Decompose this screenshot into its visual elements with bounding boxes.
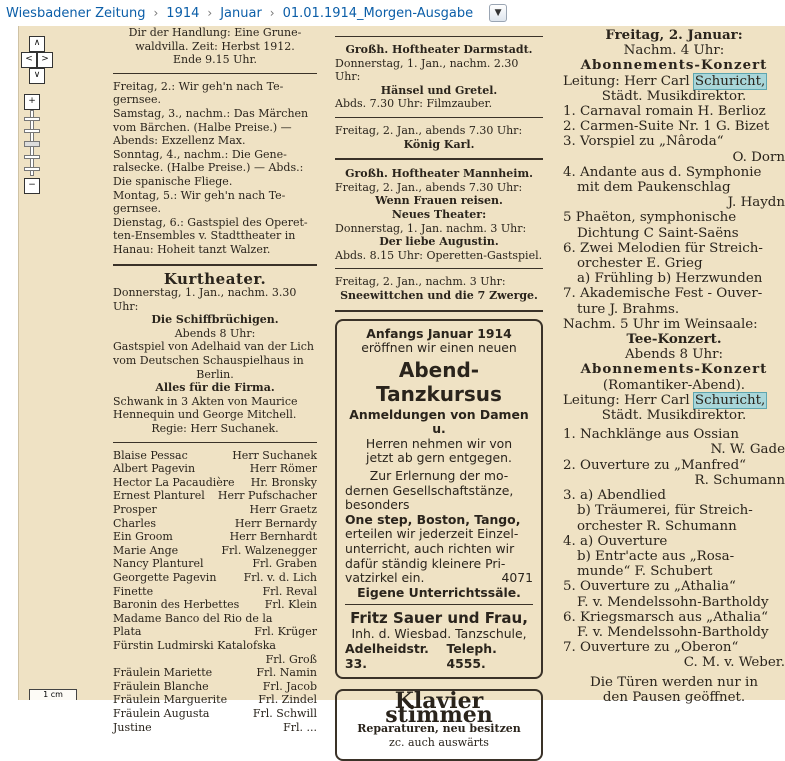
cast-actor: Frl. Zindel <box>258 693 317 707</box>
text-line: vom Bärchen. (Halbe Preise.) — <box>113 120 292 134</box>
breadcrumb-month[interactable]: Januar <box>220 5 262 21</box>
text-line: Hanau: Hoheit tanzt Walzer. <box>113 242 271 256</box>
text-line: One step, Boston, Tango, <box>345 511 521 527</box>
cast-actor: Frl. Groß <box>265 652 317 666</box>
text-line: König Karl. <box>403 137 475 151</box>
cast-actor: Frl. Jacob <box>262 679 317 693</box>
cast-actor: Herr Bernhardt <box>229 530 317 544</box>
cast-row <box>113 503 317 517</box>
cast-row <box>113 653 317 667</box>
zoom-out-button[interactable]: − <box>24 178 40 194</box>
text-line: Städt. Musikdirektor. <box>601 88 747 104</box>
cast-row <box>113 680 317 694</box>
zoom-slider[interactable] <box>30 110 34 176</box>
cast-role: Nancy Planturel <box>113 557 204 571</box>
text-line <box>345 571 533 586</box>
text-line: Die Türen werden nur in <box>590 674 758 690</box>
text-line: Montag, 5.: Wir geh'n nach Te- <box>113 188 286 202</box>
cast-actor: Herr Römer <box>249 462 317 476</box>
zoom-level-tick[interactable] <box>24 155 40 159</box>
cast-actor: Frl. Reval <box>262 584 317 598</box>
ad-number: 4071 <box>501 570 533 586</box>
breadcrumb-separator: › <box>207 6 213 20</box>
text-line: Reparaturen, neu besitzen <box>357 722 521 736</box>
scale-bar: 1 cm <box>29 689 77 700</box>
cast-role: Marie Ange <box>113 543 179 557</box>
text-line: Fritz Sauer und Frau, <box>350 609 528 628</box>
text-line: Alles für die Firma. <box>155 381 275 395</box>
text-line: besonders <box>345 497 410 513</box>
cast-list <box>113 449 317 734</box>
newspaper-page <box>19 26 785 749</box>
text-line: 2. Ouverture zu „Manfred“ <box>563 457 747 473</box>
cast-actor: Frl. Klein <box>264 598 317 612</box>
cast-actor: Frl. Graben <box>252 557 317 571</box>
text-line: Abends: Exzellenz Max. <box>113 134 246 148</box>
zoom-level-tick[interactable] <box>24 117 40 121</box>
text-line: (Romantiker-Abend). <box>602 377 746 393</box>
text-line: a) Frühling b) Herzwunden <box>577 271 763 287</box>
text-line: Die Schiffbrüchigen. <box>151 313 279 327</box>
text-line: 2. Carmen-Suite Nr. 1 G. Bizet <box>563 119 770 135</box>
text-line: Eigene Unterrichtssäle. <box>357 584 521 600</box>
cast-actor: Frl. Walzenegger <box>221 543 317 557</box>
cast-actor: Frl. v. d. Lich <box>243 570 317 584</box>
ad-heading: Abend-Tanzkursus <box>376 357 502 406</box>
cast-role: Ein Groom <box>113 530 173 544</box>
text-line: C. M. v. Weber. <box>683 655 785 671</box>
zoom-slider-handle[interactable] <box>24 141 40 147</box>
text-line: munde“ F. Schubert <box>577 564 713 580</box>
text-line: Abds. 7.30 Uhr: Filmzauber. <box>335 97 493 111</box>
text-line: R. Schumann <box>694 472 785 488</box>
pan-down-button[interactable]: ∨ <box>29 68 45 84</box>
text-line: dernen Gesellschaftstänze, <box>345 482 514 498</box>
cast-row <box>113 476 317 490</box>
breadcrumb-year[interactable]: 1914 <box>166 5 200 21</box>
cast-role: Plata <box>113 625 142 639</box>
breadcrumb-separator: › <box>153 6 159 20</box>
cast-actor: Frl. Krüger <box>254 625 317 639</box>
column-other-theaters <box>335 26 543 761</box>
ad-heading: Klavier stimmen <box>385 688 493 728</box>
text-line: Ende 9.15 Uhr. <box>172 53 258 67</box>
pan-left-button[interactable]: < <box>21 52 37 68</box>
text-line: Abends 8 Uhr: <box>624 347 724 363</box>
text-fragment: vatzirkel ein. <box>345 570 425 586</box>
cast-role: Blaise Pessac <box>113 448 188 462</box>
section-heading: Kurtheater. <box>163 269 267 288</box>
breadcrumb-separator: › <box>269 6 275 20</box>
cast-role: Finette <box>113 584 154 598</box>
text-line: Nachm. 4 Uhr: <box>623 43 725 59</box>
text-line: 1. Carnaval romain H. Berlioz <box>563 104 766 120</box>
cast-row <box>113 598 317 612</box>
cast-row <box>113 530 317 544</box>
text-line: 3. a) Abendlied <box>563 488 666 504</box>
cast-actor: Herr Bernardy <box>234 516 317 530</box>
cast-actor: Herr Graetz <box>249 503 317 516</box>
text-line <box>563 393 785 408</box>
text-line: F. v. Mendelssohn-Bartholdy <box>577 624 769 640</box>
cast-row <box>113 585 317 599</box>
column-theater-listings <box>113 26 317 734</box>
text-line: Nachm. 5 Uhr im Weinsaale: <box>563 316 758 332</box>
cast-row <box>113 571 317 585</box>
text-line: Hennequin und George Mitchell. <box>113 408 297 422</box>
text-line: Anmeldungen von Damen u. <box>349 406 529 437</box>
text-line: jetzt ab gern entgegen. <box>366 450 512 466</box>
section-heading: Abonnements-Konzert <box>580 57 768 74</box>
text-line: Regie: Herr Suchanek. <box>151 422 279 436</box>
text-line <box>345 642 533 671</box>
cast-actor: Herr Suchanek <box>232 448 317 462</box>
text-line: 7. Ouverture zu „Oberon“ <box>563 640 739 656</box>
cast-role: Madame Banco del Rio de la <box>113 611 273 625</box>
cast-row <box>113 721 317 735</box>
cast-row <box>113 639 317 653</box>
text-line: Neues Theater: <box>391 207 487 221</box>
text-line: Donnerstag, 1. Jan., nachm. 3.30 Uhr: <box>113 286 297 313</box>
cast-role: Ernest Planturel <box>113 489 205 503</box>
cast-row <box>113 544 317 558</box>
text-line: 6. Kriegsmarsch aus „Athalia“ <box>563 609 768 625</box>
cast-actor: Hr. Bronsky <box>250 475 317 489</box>
text-line: F. v. Mendelssohn-Bartholdy <box>577 594 769 610</box>
text-line: Dichtung C Saint-Saëns <box>577 225 739 241</box>
text-line: waldvilla. Zeit: Herbst 1912. <box>135 39 295 53</box>
text-line: Hänsel und Gretel. <box>380 83 498 97</box>
text-fragment: Leitung: Herr Carl <box>563 73 690 89</box>
text-line: 3. Vorspiel zu „Nâroda“ <box>563 134 724 150</box>
cast-role: Baronin des Herbettes <box>113 598 240 612</box>
text-line: Sonntag, 4., nachm.: Die Gene- <box>113 147 287 161</box>
search-highlight[interactable]: Schuricht, <box>694 392 766 408</box>
cast-role: Fräulein Marguerite <box>113 693 228 707</box>
text-line: dafür ständig kleinere Pri- <box>345 555 506 571</box>
cast-role: Fräulein Mariette <box>113 666 213 680</box>
text-line: Zur Erlernung der mo- <box>369 468 509 484</box>
cast-row <box>113 449 317 463</box>
search-highlight[interactable]: Schuricht, <box>694 73 766 89</box>
cast-row <box>113 517 317 531</box>
section-heading: Freitag, 2. Januar: <box>605 27 743 43</box>
cast-row <box>113 557 317 571</box>
text-line: den Pausen geöffnet. <box>602 689 746 705</box>
text-line: Die spanische Fliege. <box>113 174 233 188</box>
text-line: N. W. Gade <box>710 442 785 458</box>
text-line: ture J. Brahms. <box>577 301 680 317</box>
cast-role: Justine <box>113 720 152 734</box>
cast-actor: Herr Pufschacher <box>217 489 317 503</box>
cast-role: Albert Pagevin <box>113 462 196 476</box>
text-line: Freitag, 2. Jan., nachm. 3 Uhr: <box>335 275 506 289</box>
text-line: Donnerstag, 1. Jan. nachm. 3 Uhr: <box>335 221 527 235</box>
cast-row <box>113 625 317 639</box>
column-concert-program <box>563 26 785 705</box>
text-line: 6. Zwei Melodien für Streich- <box>563 240 763 256</box>
text-line <box>563 74 785 89</box>
text-line: vom Deutschen Schauspielhaus in <box>113 354 304 368</box>
newspaper-viewer[interactable] <box>18 26 785 749</box>
text-line: orchester R. Schumann <box>577 518 737 534</box>
text-line: Berlin. <box>196 367 234 381</box>
text-line: Abds. 8.15 Uhr: Operetten-Gastspiel. <box>335 248 543 262</box>
text-line: zc. auch auswärts <box>389 735 489 749</box>
section-heading: Großh. Hoftheater Mannheim. <box>345 167 533 181</box>
text-line: 7. Akademische Fest - Ouver- <box>563 286 763 302</box>
text-line: gernsee. <box>113 93 162 107</box>
breadcrumb-newspaper[interactable]: Wiesbadener Zeitung <box>6 5 146 21</box>
zoom-level-tick[interactable] <box>24 129 40 133</box>
text-line: Anfangs Januar 1914 <box>366 325 512 341</box>
text-fragment: Adelheidstr. 33. <box>345 641 429 671</box>
cast-row <box>113 666 317 680</box>
cast-role: Fräulein Blanche <box>113 679 209 693</box>
text-line: Sneewittchen und die 7 Zwerge. <box>340 288 538 302</box>
cast-role: Charles <box>113 516 156 530</box>
text-line: Schwank in 3 Akten von Maurice <box>113 394 298 408</box>
text-line: Dienstag, 6.: Gastspiel des Operet- <box>113 215 308 229</box>
cast-actor: Frl. Namin <box>256 666 317 680</box>
text-line: 4. a) Ouverture <box>563 533 668 549</box>
text-line: ralsecke. (Halbe Preise.) — Abds.: <box>113 161 304 175</box>
text-line: 5. Ouverture zu „Athalia“ <box>563 579 736 595</box>
text-line: Herren nehmen wir von <box>365 435 513 451</box>
text-fragment: Teleph. 4555. <box>446 641 497 671</box>
text-line: 5 Phaëton, symphonische <box>563 210 737 226</box>
text-line: Dir der Handlung: Eine Grune- <box>128 26 302 39</box>
text-line: Wenn Frauen reisen. <box>375 194 503 208</box>
cast-role: Prosper <box>113 503 157 516</box>
cast-role: Fräulein Augusta <box>113 706 210 720</box>
text-line: Gastspiel von Adelhaid van der Lich <box>113 340 314 354</box>
text-line: Freitag, 2. Jan., abends 7.30 Uhr: <box>335 180 523 194</box>
text-line: Abends 8 Uhr: <box>174 326 256 340</box>
text-line: b) Entr'acte aus „Rosa- <box>577 548 735 564</box>
cast-row <box>113 707 317 721</box>
text-line: Inh. d. Wiesbad. Tanzschule, <box>351 626 527 642</box>
text-line: mit dem Paukenschlag <box>577 180 731 196</box>
zoom-in-button[interactable]: + <box>24 94 40 110</box>
section-heading: Tee-Konzert. <box>626 331 722 348</box>
breadcrumb <box>0 0 784 26</box>
breadcrumb-issue[interactable]: 01.01.1914_Morgen-Ausgabe <box>282 5 474 21</box>
text-line: ten-Ensembles v. Stadttheater in <box>113 229 296 243</box>
cast-row <box>113 612 317 626</box>
text-line: Der liebe Augustin. <box>379 235 499 249</box>
text-line: Freitag, 2.: Wir geh'n nach Te- <box>113 79 284 93</box>
text-line: gernsee. <box>113 202 162 216</box>
pan-up-button[interactable]: ∧ <box>29 36 45 52</box>
text-line: O. Dorn <box>732 149 785 165</box>
text-line: 1. Nachklänge aus Ossian <box>563 427 739 443</box>
text-line: Städt. Musikdirektor. <box>601 408 747 424</box>
text-line: unterricht, auch richten wir <box>345 541 515 557</box>
text-fragment: Leitung: Herr Carl <box>563 392 690 408</box>
cast-role: Georgette Pagevin <box>113 570 217 584</box>
piano-tuning-ad <box>335 689 543 761</box>
pan-right-button[interactable]: > <box>37 52 53 68</box>
text-line: Freitag, 2. Jan., abends 7.30 Uhr: <box>335 123 523 137</box>
text-line: J. Haydn <box>727 195 785 211</box>
text-line: 4. Andante aus d. Symphonie <box>563 164 762 180</box>
text-line: Donnerstag, 1. Jan., nachm. 2.30 Uhr: <box>335 56 519 84</box>
cast-actor: Frl. ... <box>283 720 317 734</box>
cast-row <box>113 462 317 476</box>
cast-row <box>113 693 317 707</box>
section-heading: Großh. Hoftheater Darmstadt. <box>345 43 533 56</box>
text-line: b) Träumerei, für Streich- <box>577 503 753 519</box>
text-line: orchester E. Grieg <box>577 256 703 272</box>
cast-role: Fürstin Ludmirski Katalofska <box>113 638 276 652</box>
text-line: eröffnen wir einen neuen <box>361 340 517 356</box>
cast-row <box>113 489 317 503</box>
cast-role: Hector La Pacaudière <box>113 475 235 489</box>
dance-course-ad <box>335 319 543 680</box>
zoom-level-tick[interactable] <box>24 167 40 171</box>
chevron-down-icon[interactable]: ▼ <box>489 4 507 22</box>
text-line: erteilen wir jederzeit Einzel- <box>345 526 519 542</box>
section-heading: Abonnements-Konzert <box>580 361 768 378</box>
cast-actor: Frl. Schwill <box>252 706 317 720</box>
text-line: Samstag, 3., nachm.: Das Märchen <box>113 106 309 120</box>
